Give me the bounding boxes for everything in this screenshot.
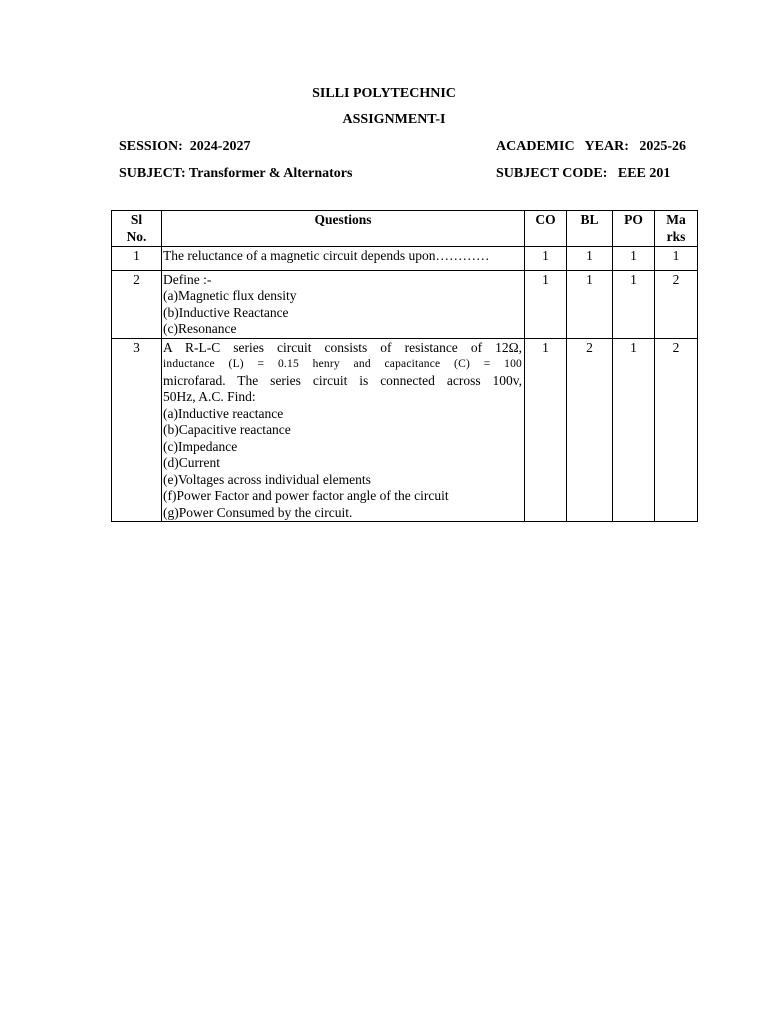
bl-cell: 1 <box>567 270 613 338</box>
co-cell: 1 <box>525 338 567 522</box>
table-row <box>112 338 698 522</box>
table-row <box>112 247 698 271</box>
question-cell <box>162 270 525 338</box>
question-cell <box>162 247 525 271</box>
marks-cell: 1 <box>655 247 698 271</box>
table-header-row <box>112 211 698 247</box>
bl-cell: 2 <box>567 338 613 522</box>
institute-title: SILLI POLYTECHNIC <box>312 86 456 101</box>
sl-header-line1: Sl <box>130 212 143 227</box>
session-label: SESSION: 2024-2027 <box>119 139 251 154</box>
sl-no-header <box>112 211 162 247</box>
sl-header-line2: No. <box>126 228 147 244</box>
subject-code-label: SUBJECT CODE: EEE 201 <box>496 166 671 181</box>
bl-cell: 1 <box>567 247 613 271</box>
question-line: The reluctance of a magnetic circuit depends upon………… <box>163 248 490 263</box>
co-cell: 1 <box>525 247 567 271</box>
question-line: (a)Magnetic flux density <box>163 288 297 303</box>
marks-header-line1: Ma <box>666 212 686 227</box>
assignment-title: ASSIGNMENT-I <box>342 112 446 127</box>
question-line: (c)Resonance <box>163 321 237 336</box>
bl-header: BL <box>567 211 613 247</box>
question-line: (c)Impedance <box>163 438 238 454</box>
question-line: (g)Power Consumed by the circuit. <box>163 504 353 520</box>
question-line: Define :- <box>163 271 212 287</box>
question-line: (a)Inductive reactance <box>163 405 284 421</box>
marks-cell: 2 <box>655 270 698 338</box>
academic-year-label: ACADEMIC YEAR: 2025-26 <box>496 139 687 154</box>
question-line: inductance (L) = 0.15 henry and capacitance (C) = 100 <box>163 358 522 370</box>
subject-label: SUBJECT: Transformer & Alternators <box>119 166 353 181</box>
question-line: (b)Inductive Reactance <box>163 304 289 320</box>
question-line: (d)Current <box>163 455 220 470</box>
table-row <box>112 270 698 338</box>
question-line: microfarad. The series circuit is connected across 100v, <box>163 372 522 388</box>
question-line: (f)Power Factor and power factor angle of the circuit <box>163 488 449 503</box>
sl-cell: 3 <box>112 338 162 522</box>
marks-header-line2: rks <box>666 228 686 244</box>
po-cell: 1 <box>613 270 655 338</box>
questions-table <box>111 210 698 522</box>
question-line: A R-L-C series circuit consists of resistance of 12Ω, <box>163 339 522 355</box>
po-cell: 1 <box>613 338 655 522</box>
question-line: (b)Capacitive reactance <box>163 422 291 437</box>
co-header: CO <box>525 211 567 247</box>
marks-cell: 2 <box>655 338 698 522</box>
po-cell: 1 <box>613 247 655 271</box>
sl-cell: 2 <box>112 270 162 338</box>
po-header: PO <box>613 211 655 247</box>
sl-cell: 1 <box>112 247 162 271</box>
question-line: (e)Voltages across individual elements <box>163 471 371 487</box>
questions-header: Questions <box>162 211 525 247</box>
question-line: 50Hz, A.C. Find: <box>163 389 256 404</box>
co-cell: 1 <box>525 270 567 338</box>
question-cell <box>162 338 525 522</box>
marks-header <box>655 211 698 247</box>
